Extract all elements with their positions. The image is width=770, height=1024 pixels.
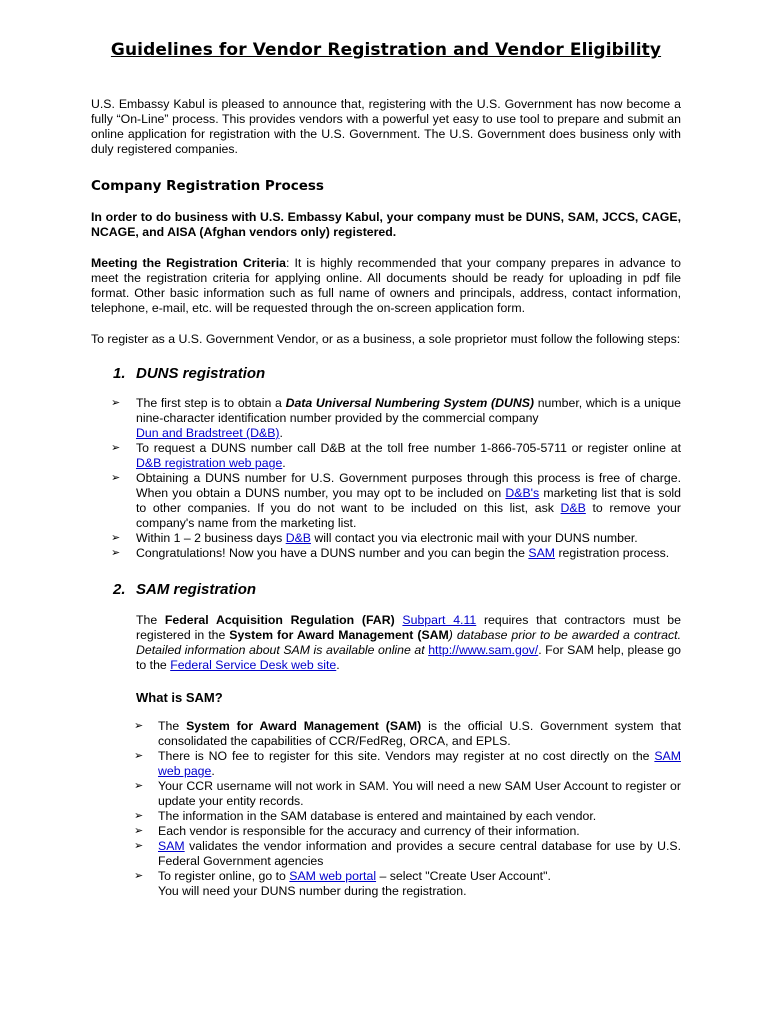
federal-service-desk-link[interactable]: Federal Service Desk web site bbox=[170, 658, 337, 672]
arrow-bullet-icon: ➢ bbox=[134, 750, 144, 762]
text: . bbox=[211, 764, 215, 778]
sam-term: System for Award Management (SAM) bbox=[186, 719, 422, 733]
arrow-bullet-icon: ➢ bbox=[134, 780, 144, 792]
duns-item-4 bbox=[91, 531, 681, 546]
text: will contact you via electronic mail with your DUNS number. bbox=[311, 531, 638, 545]
sam-paragraph bbox=[136, 613, 681, 673]
sam-term: System for Award Management (SAM bbox=[229, 628, 449, 642]
text: The bbox=[136, 613, 165, 627]
text: To request a DUNS number call D&B at the toll free number 1-866-705-5711 or register online at bbox=[136, 441, 681, 455]
sam-web-portal-link[interactable]: SAM web portal bbox=[289, 869, 377, 883]
sam-item-1 bbox=[91, 719, 681, 749]
sam-item-4 bbox=[91, 809, 681, 824]
criteria-paragraph bbox=[91, 256, 681, 316]
sam-list bbox=[91, 719, 681, 899]
text: number, which is a unique nine-character identification number provided by the commercial company bbox=[136, 396, 681, 425]
arrow-bullet-icon: ➢ bbox=[134, 810, 144, 822]
duns-list bbox=[91, 396, 681, 561]
sam-item-3 bbox=[91, 779, 681, 809]
duns-item-3 bbox=[91, 471, 681, 531]
document-page bbox=[91, 40, 681, 899]
duns-item-5 bbox=[91, 546, 681, 561]
text: . bbox=[279, 426, 283, 440]
arrow-bullet-icon: ➢ bbox=[111, 472, 121, 484]
duns-heading bbox=[113, 365, 681, 382]
text: The bbox=[158, 719, 187, 733]
text: registration process. bbox=[555, 546, 670, 560]
text: . For SAM help, please go to the bbox=[136, 643, 682, 672]
text: validates the vendor information and provides a secure central database for use by U.S. Federal Government agencies bbox=[158, 839, 681, 868]
arrow-bullet-icon: ➢ bbox=[111, 532, 121, 544]
sam-item-5 bbox=[91, 824, 681, 839]
text: – select "Create User Account". bbox=[376, 869, 551, 883]
text: The information in the SAM database is entered and maintained by each vendor. bbox=[158, 809, 597, 823]
duns-number: 1. bbox=[113, 365, 126, 382]
sam-link[interactable]: SAM bbox=[528, 546, 556, 560]
duns-heading-text: DUNS registration bbox=[136, 365, 266, 382]
arrow-bullet-icon: ➢ bbox=[111, 397, 121, 409]
sam-link[interactable]: SAM bbox=[158, 839, 185, 853]
arrow-bullet-icon: ➢ bbox=[134, 870, 144, 882]
sam-heading-text: SAM registration bbox=[136, 581, 257, 598]
text: requires that contractors must be registered in the bbox=[136, 613, 681, 642]
criteria-label: Meeting the Registration Criteria bbox=[91, 256, 286, 270]
registration-requirement: In order to do business with U.S. Embassy Kabul, your company must be DUNS, SAM, JCCS, CAGE, NCAGE, and AISA (Afghan vendors only) registered. bbox=[91, 210, 681, 239]
text: . bbox=[336, 658, 340, 672]
arrow-bullet-icon: ➢ bbox=[111, 547, 121, 559]
subpart-link[interactable]: Subpart 4.11 bbox=[402, 613, 477, 627]
text: You will need your DUNS number during the registration. bbox=[158, 884, 467, 898]
dnb-link[interactable]: D&B bbox=[285, 531, 311, 545]
duns-item-1 bbox=[91, 396, 681, 441]
duns-item-2 bbox=[91, 441, 681, 471]
text: marketing list that is sold to other companies. If you do not want to be included on this list, ask bbox=[136, 486, 681, 515]
document-title: Guidelines for Vendor Registration and Vendor Eligibility bbox=[110, 40, 662, 60]
sam-heading bbox=[113, 581, 681, 598]
text: is the official U.S. Government system that consolidated the capabilities of CCR/FedReg, ORCA, and EPLS. bbox=[158, 719, 681, 748]
arrow-bullet-icon: ➢ bbox=[111, 442, 121, 454]
text: Your CCR username will not work in SAM. You will need a new SAM User Account to register or update your entity records. bbox=[158, 779, 681, 808]
text: Obtaining a DUNS number for U.S. Government purposes through this process is free of charge. When you obtain a DUNS number, you may opt to be included on bbox=[136, 471, 681, 500]
sam-number: 2. bbox=[113, 581, 126, 598]
dnb-registration-link[interactable]: D&B registration web page bbox=[136, 456, 283, 470]
criteria-text: : It is highly recommended that your company prepares in advance to meet the registration criteria for applying online. All documents should be ready for uploading in pdf file format. Other basic information such as full name of owners and principals, address, contact information, telephone, e-mail, etc. will be requested through the on-screen application form. bbox=[91, 256, 681, 315]
section-title-company-registration: Company Registration Process bbox=[91, 178, 324, 194]
text: The first step is to obtain a bbox=[136, 396, 286, 410]
text: There is NO fee to register for this site. Vendors may register at no cost directly on the bbox=[158, 749, 655, 763]
sam-item-2 bbox=[91, 749, 681, 779]
dnb-link[interactable]: Dun and Bradstreet (D&B) bbox=[136, 426, 280, 440]
sam-item-6 bbox=[91, 839, 681, 869]
arrow-bullet-icon: ➢ bbox=[134, 840, 144, 852]
dnb-link[interactable]: D&B bbox=[560, 501, 586, 515]
text: To register online, go to bbox=[158, 869, 290, 883]
text: to remove your company's name from the marketing list. bbox=[136, 501, 681, 530]
text: Within 1 – 2 business days bbox=[136, 531, 286, 545]
text: Congratulations! Now you have a DUNS number and you can begin the bbox=[136, 546, 529, 560]
dnbs-link[interactable]: D&B's bbox=[505, 486, 540, 500]
what-is-sam-heading: What is SAM? bbox=[136, 690, 223, 705]
text: . bbox=[282, 456, 286, 470]
text: Each vendor is responsible for the accuracy and currency of their information. bbox=[158, 824, 580, 838]
far-term: Federal Acquisition Regulation (FAR) bbox=[164, 613, 395, 627]
duns-term: Data Universal Numbering System (DUNS) bbox=[285, 396, 535, 410]
intro-paragraph: U.S. Embassy Kabul is pleased to announce that, registering with the U.S. Government has now become a fully “On-Line” process. This provides vendors with a powerful yet easy to use tool to prepare and submit an online application for registration with the U.S. Government. The U.S. Government does business only with duly registered companies. bbox=[91, 97, 681, 156]
steps-intro: To register as a U.S. Government Vendor, or as a business, a sole proprietor must follow the following steps: bbox=[91, 332, 681, 346]
sam-web-page-link[interactable]: SAM web page bbox=[158, 749, 681, 778]
sam-gov-link[interactable]: http://www.sam.gov/ bbox=[428, 643, 539, 657]
arrow-bullet-icon: ➢ bbox=[134, 720, 144, 732]
text: ) database prior to be awarded a contract. Detailed information about SAM is available online at bbox=[136, 628, 681, 657]
sam-item-7 bbox=[91, 869, 681, 899]
arrow-bullet-icon: ➢ bbox=[134, 825, 144, 837]
